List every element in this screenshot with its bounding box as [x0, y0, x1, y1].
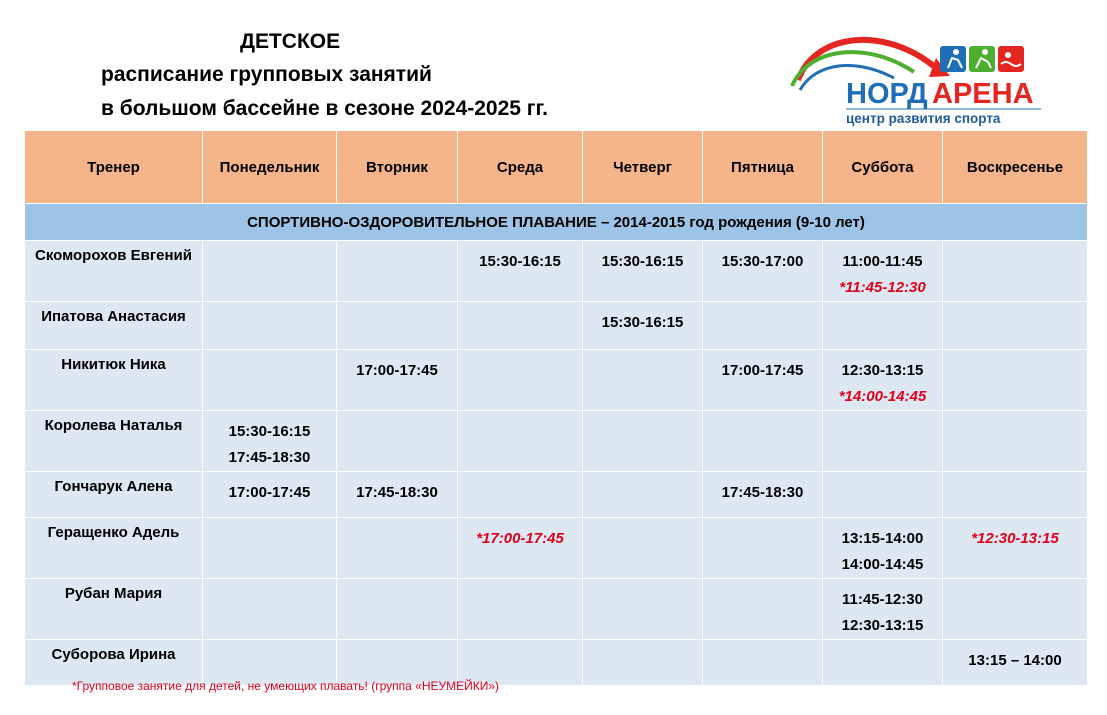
schedule-cell [703, 411, 823, 472]
schedule-cell [337, 302, 458, 350]
session-time: 15:30-17:00 [721, 253, 804, 270]
schedule-cell [203, 241, 337, 302]
schedule-cell [458, 472, 583, 518]
schedule-cell [943, 411, 1088, 472]
page-subtitle-line-2: в большом бассейне в сезоне 2024-2025 гг. [101, 97, 549, 120]
schedule-cell [583, 518, 703, 579]
beginner-session-time: *17:00-17:45 [476, 530, 564, 547]
session-time: 17:00-17:45 [228, 484, 311, 501]
schedule-cell [703, 640, 823, 686]
table-row [25, 411, 1088, 472]
beginner-session-time: *11:45-12:30 [839, 279, 926, 296]
schedule-cell [458, 518, 583, 579]
schedule-cell [203, 518, 337, 579]
coach-name: Королева Наталья [25, 411, 203, 472]
beginner-session-time: *14:00-14:45 [838, 388, 927, 405]
beginner-session-time: *12:30-13:15 [971, 530, 1059, 547]
table-row [25, 472, 1088, 518]
swimmer-icon [998, 46, 1024, 72]
schedule-cell [203, 302, 337, 350]
schedule-cell [337, 241, 458, 302]
schedule-cell [583, 350, 703, 411]
schedule-cell [337, 472, 458, 518]
table-row [25, 518, 1088, 579]
schedule-cell [943, 579, 1088, 640]
page-title: ДЕТСКОЕ [240, 30, 341, 53]
session-time: 14:00-14:45 [841, 556, 924, 573]
session-time: 13:15 – 14:00 [968, 652, 1062, 669]
schedule-cell [703, 350, 823, 411]
session-time: 17:00-17:45 [721, 362, 804, 379]
schedule-cell [458, 302, 583, 350]
tennis-player-icon [969, 46, 995, 72]
schedule-cell [943, 640, 1088, 686]
schedule-cell [823, 518, 943, 579]
table-row [25, 302, 1088, 350]
schedule-cell [823, 472, 943, 518]
schedule-cell [583, 579, 703, 640]
schedule-cell [458, 411, 583, 472]
schedule-table [24, 130, 1088, 686]
schedule-cell [203, 579, 337, 640]
schedule-cell [943, 350, 1088, 411]
coach-name: Ипатова Анастасия [25, 302, 203, 350]
session-time: 12:30-13:15 [841, 617, 924, 634]
schedule-cell [703, 518, 823, 579]
schedule-cell [583, 472, 703, 518]
schedule-cell [703, 472, 823, 518]
schedule-cell [337, 411, 458, 472]
coach-name: Скоморохов Евгений [25, 241, 203, 302]
nord-arena-logo [786, 28, 1046, 130]
schedule-cell [823, 241, 943, 302]
schedule-cell [703, 302, 823, 350]
session-time: 15:30-16:15 [479, 253, 561, 270]
schedule-cell [823, 579, 943, 640]
basketball-player-icon [940, 46, 966, 72]
schedule-cell [823, 640, 943, 686]
header-sunday: Воскресенье [943, 131, 1088, 204]
header-coach: Тренер [25, 131, 203, 204]
schedule-cell [583, 640, 703, 686]
header-saturday: Суббота [823, 131, 943, 204]
header-monday: Понедельник [203, 131, 337, 204]
header-row [25, 131, 1088, 204]
schedule-cell [203, 411, 337, 472]
schedule-cell [703, 241, 823, 302]
coach-name: Рубан Мария [25, 579, 203, 640]
schedule-cell [203, 472, 337, 518]
header-friday: Пятница [703, 131, 823, 204]
session-time: 17:45-18:30 [228, 449, 311, 466]
schedule-cell [823, 302, 943, 350]
logo-name-arena: АРЕНА [932, 78, 1034, 110]
table-row [25, 350, 1088, 411]
schedule-cell [703, 579, 823, 640]
logo-name-nord: НОРД [846, 78, 928, 110]
session-time: 17:45-18:30 [721, 484, 804, 501]
session-time: 17:00-17:45 [356, 362, 438, 379]
logo-subtitle: центр развития спорта [846, 111, 1001, 126]
table-row [25, 241, 1088, 302]
coach-name: Геращенко Адель [25, 518, 203, 579]
session-time: 11:00-11:45 [842, 253, 923, 270]
schedule-cell [583, 411, 703, 472]
coach-name: Суборова Ирина [25, 640, 203, 686]
schedule-cell [583, 241, 703, 302]
schedule-cell [583, 302, 703, 350]
session-time: 15:30-16:15 [601, 314, 684, 331]
schedule-cell [458, 579, 583, 640]
header-tuesday: Вторник [337, 131, 458, 204]
coach-name: Никитюк Ника [25, 350, 203, 411]
schedule-cell [458, 350, 583, 411]
session-time: 17:45-18:30 [356, 484, 438, 501]
schedule-cell [943, 241, 1088, 302]
schedule-cell [823, 350, 943, 411]
coach-name: Гончарук Алена [25, 472, 203, 518]
schedule-cell [203, 350, 337, 411]
session-time: 12:30-13:15 [841, 362, 924, 379]
page-subtitle-line-1: расписание групповых занятий [101, 63, 432, 86]
schedule-cell [943, 472, 1088, 518]
schedule-cell [943, 302, 1088, 350]
session-time: 11:45-12:30 [842, 591, 923, 608]
session-time: 15:30-16:15 [228, 423, 311, 440]
schedule-cell [337, 350, 458, 411]
schedule-cell [337, 518, 458, 579]
section-row [25, 204, 1088, 241]
header-thursday: Четверг [583, 131, 703, 204]
header-wednesday: Среда [458, 131, 583, 204]
schedule-cell [337, 579, 458, 640]
schedule-cell [943, 518, 1088, 579]
section-title: СПОРТИВНО-ОЗДОРОВИТЕЛЬНОЕ ПЛАВАНИЕ – 2014-2015 год рождения (9-10 лет) [25, 204, 1088, 241]
session-time: 13:15-14:00 [841, 530, 924, 547]
schedule-cell [458, 241, 583, 302]
schedule-cell [823, 411, 943, 472]
table-row [25, 579, 1088, 640]
session-time: 15:30-16:15 [601, 253, 684, 270]
footnote: *Групповое занятие для детей, не умеющих плавать! (группа «НЕУМЕЙКИ») [72, 679, 500, 693]
